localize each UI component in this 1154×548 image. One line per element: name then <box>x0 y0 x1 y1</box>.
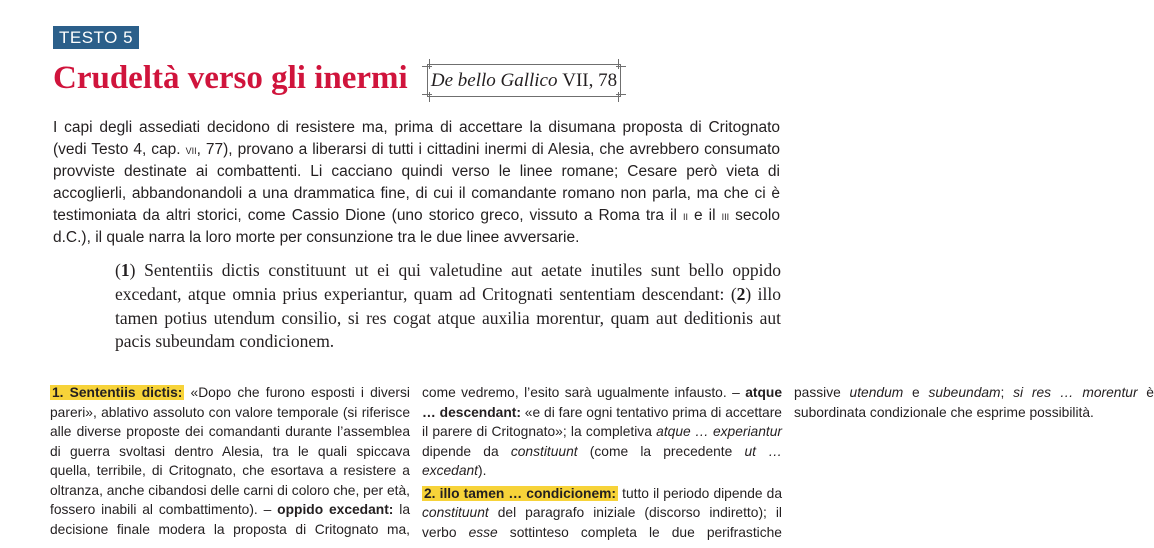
source-chapter: 78 <box>598 70 618 91</box>
page-title: Crudeltà verso gli inermi <box>53 60 408 96</box>
note-2: 2. illo tamen … condicionem: tutto il periodo dipende da constituunt del paragrafo iniziale (discorso indiretto); il verbo esse sottinteso completa le due perifrastiche passive utendum e subeundam; si res … morentur è subordinata condizionale che esprime possibilità. <box>422 385 1154 540</box>
note-heading: 2. illo tamen … condicionem: <box>424 485 616 501</box>
source-work: De bello Gallico <box>430 70 558 91</box>
corner-mark <box>422 94 432 95</box>
corner-mark <box>618 92 619 102</box>
corner-mark <box>429 92 430 102</box>
paragraph-number: 1 <box>120 260 130 280</box>
paragraph-number: 2 <box>736 283 746 304</box>
corner-mark <box>618 59 619 69</box>
corner-mark <box>422 66 432 67</box>
text-number-badge: TESTO 5 <box>53 26 139 49</box>
latin-text: (1) Sententiis dictis constituunt ut ei qui valetudine aut aetate inutiles sunt bello oppido excedant, atque omnia prius experiantur, quam ad Critognati sententiam descendant: (2) illo tamen potius utendum consilio, si res cogat atque auxilia morentur, quam aut deditionis aut pacis subeundam condicionem. <box>115 260 782 352</box>
intro-paragraph: I capi degli assediati decidono di resistere ma, prima di accettare la disumana proposta di Critognato (vedi Testo 4, cap. vii, 77), provano a liberarsi di tutti i cittadini inermi di Alesia, che avrebbero consumato provviste destinate ai combattenti. Li cacciano quindi verso le linee romane; Cesare però vieta di accoglierli, abbandonandoli a una drammatica fine, di cui il comandante romano non parla, ma che ci è testimoniata da altri storici, come Cassio Dione (uno storico greco, vissuto a Roma tra il ii e il iii secolo d.C.), il quale narra la loro morte per consunzione tra le due linee avversarie. <box>53 119 780 246</box>
source-book: VII, <box>562 70 594 91</box>
note-heading: 1. Sententiis dictis: <box>52 385 183 400</box>
source-reference-box <box>427 64 621 97</box>
commentary-notes <box>50 383 1154 543</box>
corner-mark <box>429 59 430 69</box>
note-1: 1. Sententiis dictis: «Dopo che furono esposti i diversi pareri», ablativo assoluto con valore temporale (si riferisce alle diverse proposte dei comandanti durante l’assemblea di guerra svoltasi dentro Alesia, tra le quali spiccava quella, terribile, di Critognato, che esortava a resistere a oltranza, anche cibandosi delle carni di coloro che, per età, fossero inabili al combattimento). – oppido excedant: la decisione finale modera la proposta di Critognato ma, come vedremo, l’esito sarà ugualmente infausto. – atque … descendant: «e di fare ogni tentativo prima di accettare il parere di Critognato»; la completiva atque … experiantur dipende da constituunt (come la precedente ut … excedant). <box>50 385 783 537</box>
